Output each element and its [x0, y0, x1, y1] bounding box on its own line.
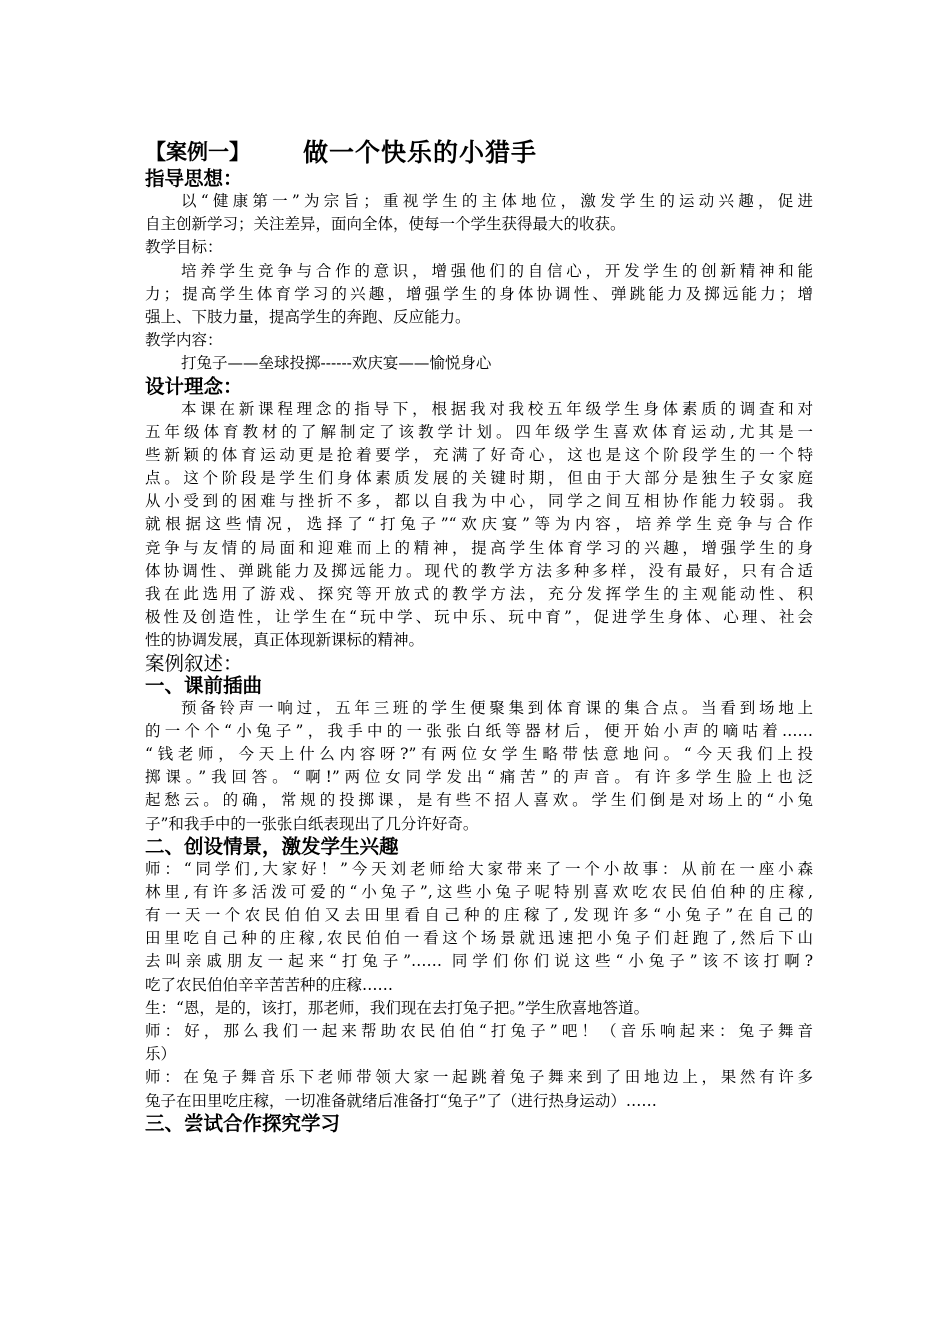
- section-line: 去叫亲戚朋友一起来“打兔子”…… 同学们你们说这些“小兔子”该不该打啊?: [145, 952, 813, 971]
- section-heading: 一、课前插曲: [145, 673, 263, 697]
- design-heading: 设计理念：: [145, 374, 243, 398]
- section-line: 的一个个“小兔子”，我手中的一张张白纸等器材后，便开始小声的嘀咕着……: [145, 721, 813, 740]
- section-line: 师：在兔子舞音乐下老师带领大家一起跳着兔子舞来到了田地边上，果然有许多: [145, 1068, 813, 1087]
- goal-line: 培养学生竞争与合作的意识，增强他们的自信心，开发学生的创新精神和能: [181, 261, 813, 280]
- design-line: 极性及创造性，让学生在“玩中学、玩中乐、玩中育”，促进学生身体、心理、社会: [145, 608, 813, 627]
- section-line: 师：“同学们,大家好！”今天刘老师给大家带来了一个小故事：从前在一座小森: [145, 859, 813, 878]
- section-line: 生：“恩，是的，该打，那老师，我们现在去打兔子把。”学生欣喜地答道。: [145, 998, 650, 1017]
- design-line: 五年级体育教材的了解制定了该教学计划。四年级学生喜欢体育运动,尤其是一: [145, 422, 813, 441]
- section-heading: 三、尝试合作探究学习: [145, 1111, 341, 1135]
- guide-line: 自主创新学习；关注差异，面向全体，使每一个学生获得最大的收获。: [145, 215, 626, 234]
- goal-line: 强上、下肢力量，提高学生的奔跑、反应能力。: [145, 307, 471, 326]
- narrative-heading: 案例叙述：: [145, 651, 243, 675]
- design-line: 就根据这些情况，选择了“打兔子”“欢庆宴”等为内容，培养学生竞争与合作: [145, 515, 813, 534]
- content-label: 教学内容：: [145, 331, 223, 350]
- guide-line: 以“健康第一”为宗旨；重视学生的主体地位，激发学生的运动兴趣，促进: [181, 192, 813, 210]
- section-line: 有一天一个农民伯伯又去田里看自己种的庄稼了,发现许多“小兔子”在自己的: [145, 906, 813, 925]
- document-title: [145, 134, 813, 168]
- case-title: 做一个快乐的小猎手: [303, 138, 538, 167]
- section-line: 预备铃声一响过，五年三班的学生便聚集到体育课的集合点。当看到场地上: [181, 698, 813, 717]
- goal-line: 力；提高学生体育学习的兴趣，增强学生的身体协调性、弹跳能力及掷远能力；增: [145, 284, 813, 303]
- section-line: 掷课。”我回答。“啊!”两位女同学发出“痛苦”的声音。有许多学生脸上也泛: [145, 768, 813, 787]
- design-line: 体协调性、弹跳能力及掷远能力。现代的教学方法多种多样，没有最好，只有合适: [145, 561, 813, 580]
- section-line: 兔子在田里吃庄稼，一切准备就绪后准备打“兔子”了（进行热身运动）……: [145, 1091, 657, 1110]
- section-line: 子”和我手中的一张张白纸表现出了几分许好奇。: [145, 814, 479, 833]
- case-number: 【案例一】: [145, 140, 250, 164]
- design-line: 我在此选用了游戏、探究等开放式的教学方法，充分发挥学生的主观能动性、积: [145, 585, 813, 603]
- section-line: 起愁云。的确，常规的投掷课，是有些不招人喜欢。学生们倒是对场上的“小兔: [145, 791, 813, 810]
- design-line: 竞争与友情的局面和迎难而上的精神，提高学生体育学习的兴趣，增强学生的身: [145, 538, 813, 557]
- section-line: 林里,有许多活泼可爱的“小兔子”,这些小兔子呢特别喜欢吃农民伯伯种的庄稼,: [145, 882, 813, 901]
- content-line: 打兔子——垒球投掷------欢庆宴——愉悦身心: [181, 354, 492, 373]
- goal-label: 教学目标：: [145, 238, 223, 257]
- section-heading: 二、创设情景，激发学生兴趣: [145, 834, 399, 858]
- section-line: 师：好，那么我们一起来帮助农民伯伯“打兔子”吧！（音乐响起来：兔子舞音: [145, 1022, 813, 1040]
- design-line: 本课在新课程理念的指导下，根据我对我校五年级学生身体素质的调查和对: [181, 399, 813, 418]
- section-line: 田里吃自己种的庄稼,农民伯伯一看这个场景就迅速把小兔子们赶跑了,然后下山: [145, 929, 813, 948]
- design-line: 些新颖的体育运动更是抢着要学，充满了好奇心，这也是这个阶段学生的一个特: [145, 445, 813, 464]
- section-line: 吃了农民伯伯辛辛苦苦种的庄稼……: [145, 975, 394, 994]
- design-line: 从小受到的困难与挫折不多，都以自我为中心，同学之间互相协作能力较弱。我: [145, 492, 813, 511]
- design-line: 点。这个阶段是学生们身体素质发展的关键时期，但由于大部分是独生子女家庭: [145, 469, 813, 488]
- guide-heading: 指导思想：: [145, 167, 243, 190]
- design-line: 性的协调发展，真正体现新课标的精神。: [145, 631, 425, 650]
- section-line: 乐）: [145, 1045, 177, 1064]
- section-line: “钱老师，今天上什么内容呀?”有两位女学生略带怯意地问。“今天我们上投: [145, 744, 813, 763]
- document-page: [145, 134, 813, 1135]
